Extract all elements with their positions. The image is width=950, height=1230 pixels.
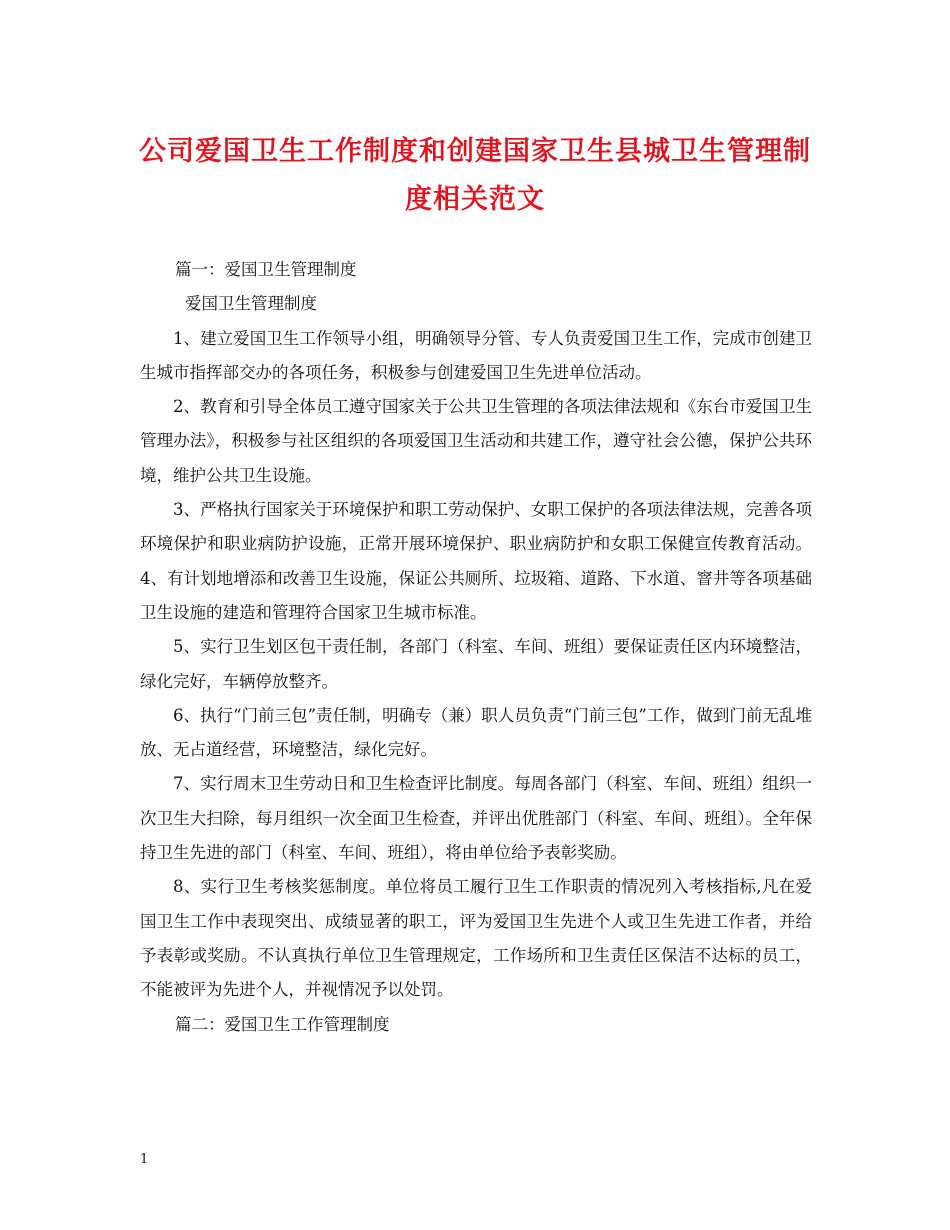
document-title: 公司爱国卫生工作制度和创建国家卫生县城卫生管理制度相关范文 — [139, 136, 811, 215]
paragraph-1: 1、建立爱国卫生工作领导小组，明确领导分管、专人负责爱国卫生工作，完成市创建卫生城市指挥部交办的各项任务，积极参与创建爱国卫生先进单位活动。 — [140, 328, 812, 382]
document-body — [140, 253, 812, 1042]
paragraph-3: 3、严格执行国家关于环境保护和职工劳动保护、女职工保护的各项法律法规，完善各项环境保护和职业病防护设施，正常开展环境保护、职业病防护和女职工保健宣传教育活动。4、有计划地增添和改善卫生设施，保证公共厕所、垃圾箱、道路、下水道、窨井等各项基础卫生设施的建造和管理符合国家卫生城市标准。 — [140, 500, 812, 622]
page-number: 1 — [140, 1152, 149, 1167]
section-heading-2: 篇二：爱国卫生工作管理制度 — [175, 1014, 390, 1034]
section-heading: 篇一：爱国卫生管理制度 — [175, 260, 357, 279]
paragraph-8: 8、实行卫生考核奖惩制度。单位将员工履行卫生工作职责的情况列入考核指标,凡在爱国卫生工作中表现突出、成绩显著的职工，评为爱国卫生先进个人或卫生先进工作者，并给予表彰或奖励。不认真执行单位卫生管理规定，工作场所和卫生责任区保洁不达标的员工，不能被评为先进个人，并视情况予以处罚。 — [140, 877, 812, 1000]
paragraph-5: 5、实行卫生划区包干责任制，各部门（科室、车间、班组）要保证责任区内环境整洁，绿化完好，车辆停放整齐。 — [140, 637, 812, 691]
paragraph-7: 7、实行周末卫生劳动日和卫生检查评比制度。每周各部门（科室、车间、班组）组织一次卫生大扫除，每月组织一次全面卫生检查，并评出优胜部门（科室、车间、班组）。全年保持卫生先进的部门（科室、车间、班组），将由单位给予表彰奖励。 — [140, 774, 812, 863]
paragraph-6: 6、执行“门前三包”责任制，明确专（兼）职人员负责“门前三包”工作，做到门前无乱堆放、无占道经营，环境整洁，绿化完好。 — [140, 705, 812, 760]
paragraph-2: 2、教育和引导全体员工遵守国家关于公共卫生管理的各项法律法规和《东台市爱国卫生管理办法》，积极参与社区组织的各项爱国卫生活动和共建工作，遵守社会公德，保护公共环境，维护公共卫生设施。 — [140, 397, 812, 485]
section-subtitle: 爱国卫生管理制度 — [185, 294, 317, 314]
